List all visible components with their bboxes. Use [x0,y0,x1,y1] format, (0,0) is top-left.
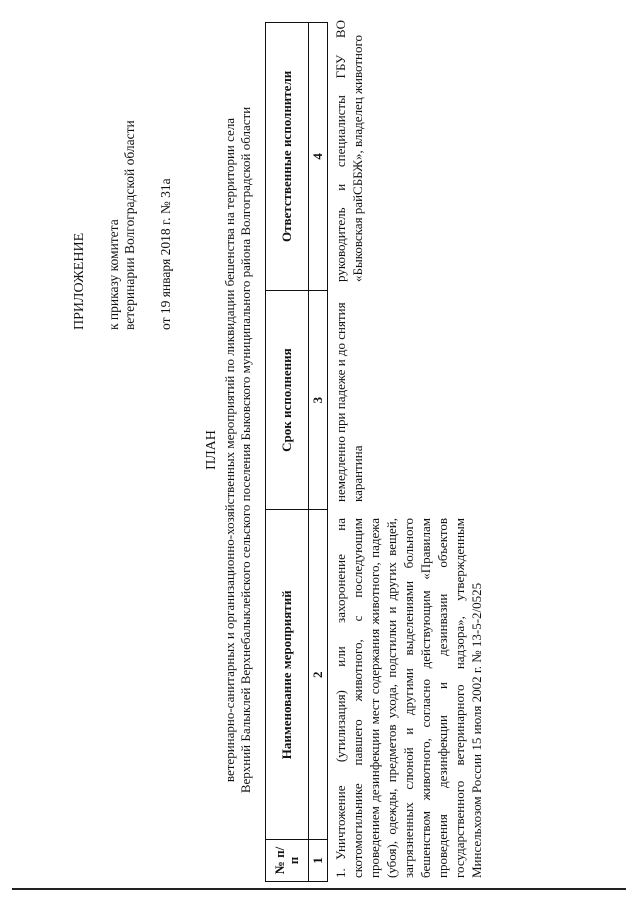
row-action-text: Уничтожение (утилизация) или захоронение на скотомогильнике павшего животного, с последующим проведением дезинфекции мест содержания животного, падежа (убоя), одежды, предметов ухода, подстилки и других вещей, загрязненных слюной и другими выделениями больного бешенством животного, согласно действующим «Правилам проведения дезинфекции и дезинвазии объектов государственного ветеринарного надзора», утвержденным Минсельхозом России 15 июля 2002 г. № 13-5-2/0525 [333,518,484,878]
appendix-title: ПРИЛОЖЕНИЕ [72,232,87,330]
column-number: 3 [309,290,328,510]
plan-subtitle-line1: ветеринарно-санитарных и организационно-хозяйственных мероприятий по ликвидации бешенства на территории села [222,117,237,783]
header-action: Наименование мероприятий [266,510,309,840]
plan-table [265,22,328,882]
row-action [332,518,485,878]
appendix-ref-line1: к приказу комитета [106,219,121,330]
column-number: 1 [309,840,328,882]
row-responsible: руководитель и специалисты ГБУ ВО «Быковская райСББЖ», владелец животного [333,20,365,282]
appendix-ref-line2: ветеринарии Волгоградской области [122,120,137,330]
appendix-date: от 19 января 2018 г. № 31а [158,178,173,330]
column-number: 4 [309,23,328,291]
plan-subtitle-line2: Верхний Балыклей Верхнебалыклейского сельского поселения Быковского муниципального района Волгоградской области [238,106,253,794]
column-number: 2 [309,510,328,840]
header-number: № п/п [266,840,309,882]
row-number: 1. [333,868,348,878]
plan-title: ПЛАН [204,430,219,470]
rotated-content [10,10,630,890]
table-header-row [266,23,309,882]
column-number-row [309,23,328,882]
page-bottom-rule [12,888,626,890]
header-term: Срок исполнения [266,290,309,510]
header-responsible: Ответственные исполнители [266,23,309,291]
row-term: немедленно при падеже и до снятия карантина [333,302,365,502]
appendix-block [72,30,174,330]
